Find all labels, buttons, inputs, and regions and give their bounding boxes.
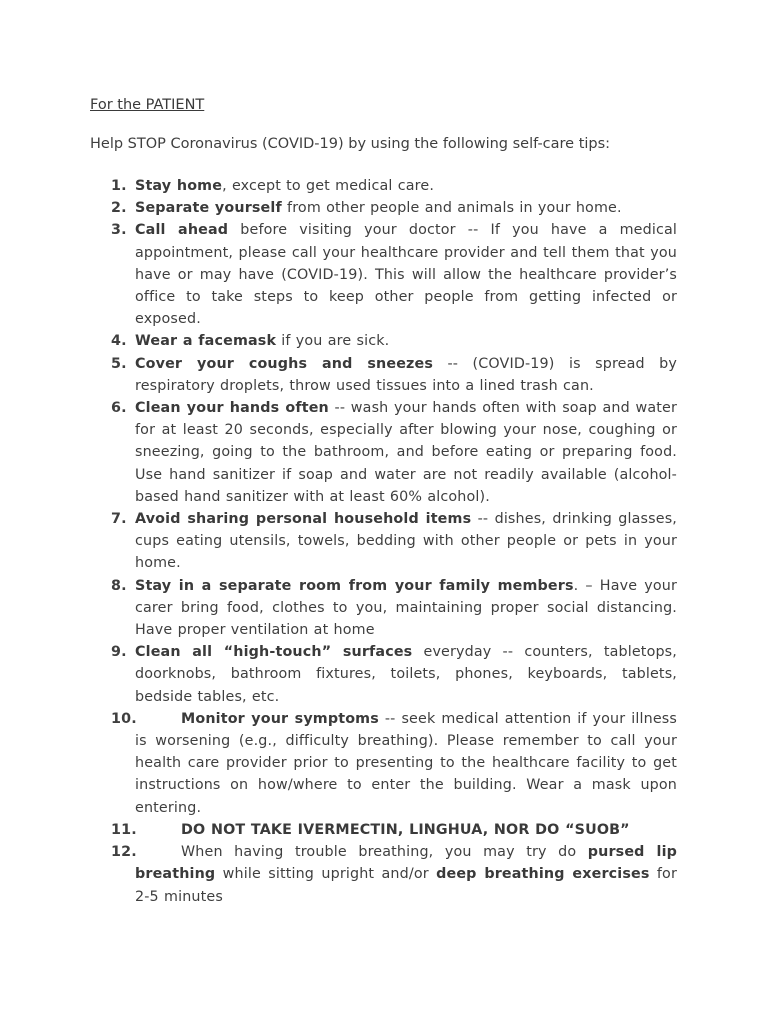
tip-number: 7. xyxy=(111,511,127,528)
tip-item xyxy=(90,819,677,841)
tip-bold-text: Clean all “high-touch” surfaces xyxy=(135,644,413,661)
tip-bold-text: Clean your hands often xyxy=(135,400,329,417)
tips-list xyxy=(90,175,677,908)
tip-number: 6. xyxy=(111,400,127,417)
tip-item xyxy=(90,708,677,819)
tip-text: -- (COVID-19) is spread by respiratory droplets, throw used tissues into a lined trash can. xyxy=(135,355,678,394)
tip-item xyxy=(90,330,677,352)
tip-item xyxy=(90,353,677,397)
tip-number: 8. xyxy=(111,577,127,594)
tip-text: before visiting your doctor -- If you have a medical appointment, please call your healthcare provider and tell them that you have or may have (COVID-19). This will allow the healthcare provider’s office to take steps to keep other people from getting infected or exposed. xyxy=(135,222,677,328)
tip-pre-text: When having trouble breathing, you may try do xyxy=(181,844,588,861)
tip-text: from other people and animals in your home. xyxy=(281,200,622,217)
tip-number: 5. xyxy=(111,355,127,372)
tip-number: 12. xyxy=(111,844,137,861)
tip-bold-text-2: deep breathing exercises xyxy=(436,866,650,883)
tip-text: -- dishes, drinking glasses, cups eating utensils, towels, bedding with other people or pets in your home. xyxy=(135,511,677,572)
intro-text: Help STOP Coronavirus (COVID-19) by using the following self-care tips: xyxy=(90,136,611,152)
tip-bold-text: Monitor your symptoms xyxy=(181,710,379,727)
tip-text: -- wash your hands often with soap and water for at least 20 seconds, especially after blowing your nose, coughing or sneezing, going to the bathroom, and before eating or preparing food. Use hand sanitizer if soap and water are not readily available (alcohol-based hand sanitizer with at least 60% alcohol). xyxy=(135,400,677,505)
tip-text: for 2-5 minutes xyxy=(135,866,677,905)
tip-number: 9. xyxy=(111,644,127,661)
tip-bold-text: Avoid sharing personal household items xyxy=(135,511,472,528)
tip-number: 10. xyxy=(111,710,137,727)
tip-number: 3. xyxy=(111,222,127,239)
tip-number: 4. xyxy=(111,333,127,350)
tip-number: 2. xyxy=(111,200,127,217)
tip-item xyxy=(90,397,677,508)
tip-bold-text: Call ahead xyxy=(135,222,229,239)
tip-text: , except to get medical care. xyxy=(222,178,435,194)
tip-bold-text: Stay in a separate room from your family members xyxy=(135,577,574,594)
tip-bold-text: pursed lip breathing xyxy=(135,844,677,883)
tip-mid-text: while sitting upright and/or xyxy=(215,866,437,883)
tip-text: -- seek medical attention if your illness is worsening (e.g., difficulty breathing). Please remember to call your health care provider prior to presenting to the healthcare facility to get instructions on how/where to enter the building. Wear a mask upon entering. xyxy=(135,710,677,816)
tip-number: 11. xyxy=(111,821,137,838)
tip-bold-text: DO NOT TAKE IVERMECTIN, LINGHUA, NOR DO “SUOB” xyxy=(181,821,630,838)
tip-item xyxy=(90,641,677,708)
tip-text: . – Have your carer bring food, clothes to you, maintaining proper social distancing. Have proper ventilation at home xyxy=(135,577,677,639)
tip-text: if you are sick. xyxy=(276,333,390,350)
tip-item xyxy=(90,175,677,197)
document-page xyxy=(90,95,677,908)
tip-item xyxy=(90,841,677,908)
tip-text: everyday -- counters, tabletops, doorknobs, bathroom fixtures, toilets, phones, keyboards, tablets, bedside tables, etc. xyxy=(135,644,677,705)
tip-item xyxy=(90,197,677,219)
tip-bold-text: Wear a facemask xyxy=(135,333,277,350)
page-heading: For the PATIENT xyxy=(90,97,205,113)
tip-item xyxy=(90,508,677,575)
tip-bold-text: Cover your coughs and sneezes xyxy=(135,355,434,372)
tip-bold-text: Separate yourself xyxy=(135,200,282,217)
tip-number: 1. xyxy=(111,178,127,194)
tip-item xyxy=(90,219,677,330)
tip-bold-text: Stay home xyxy=(135,178,223,194)
tip-item xyxy=(90,575,677,642)
